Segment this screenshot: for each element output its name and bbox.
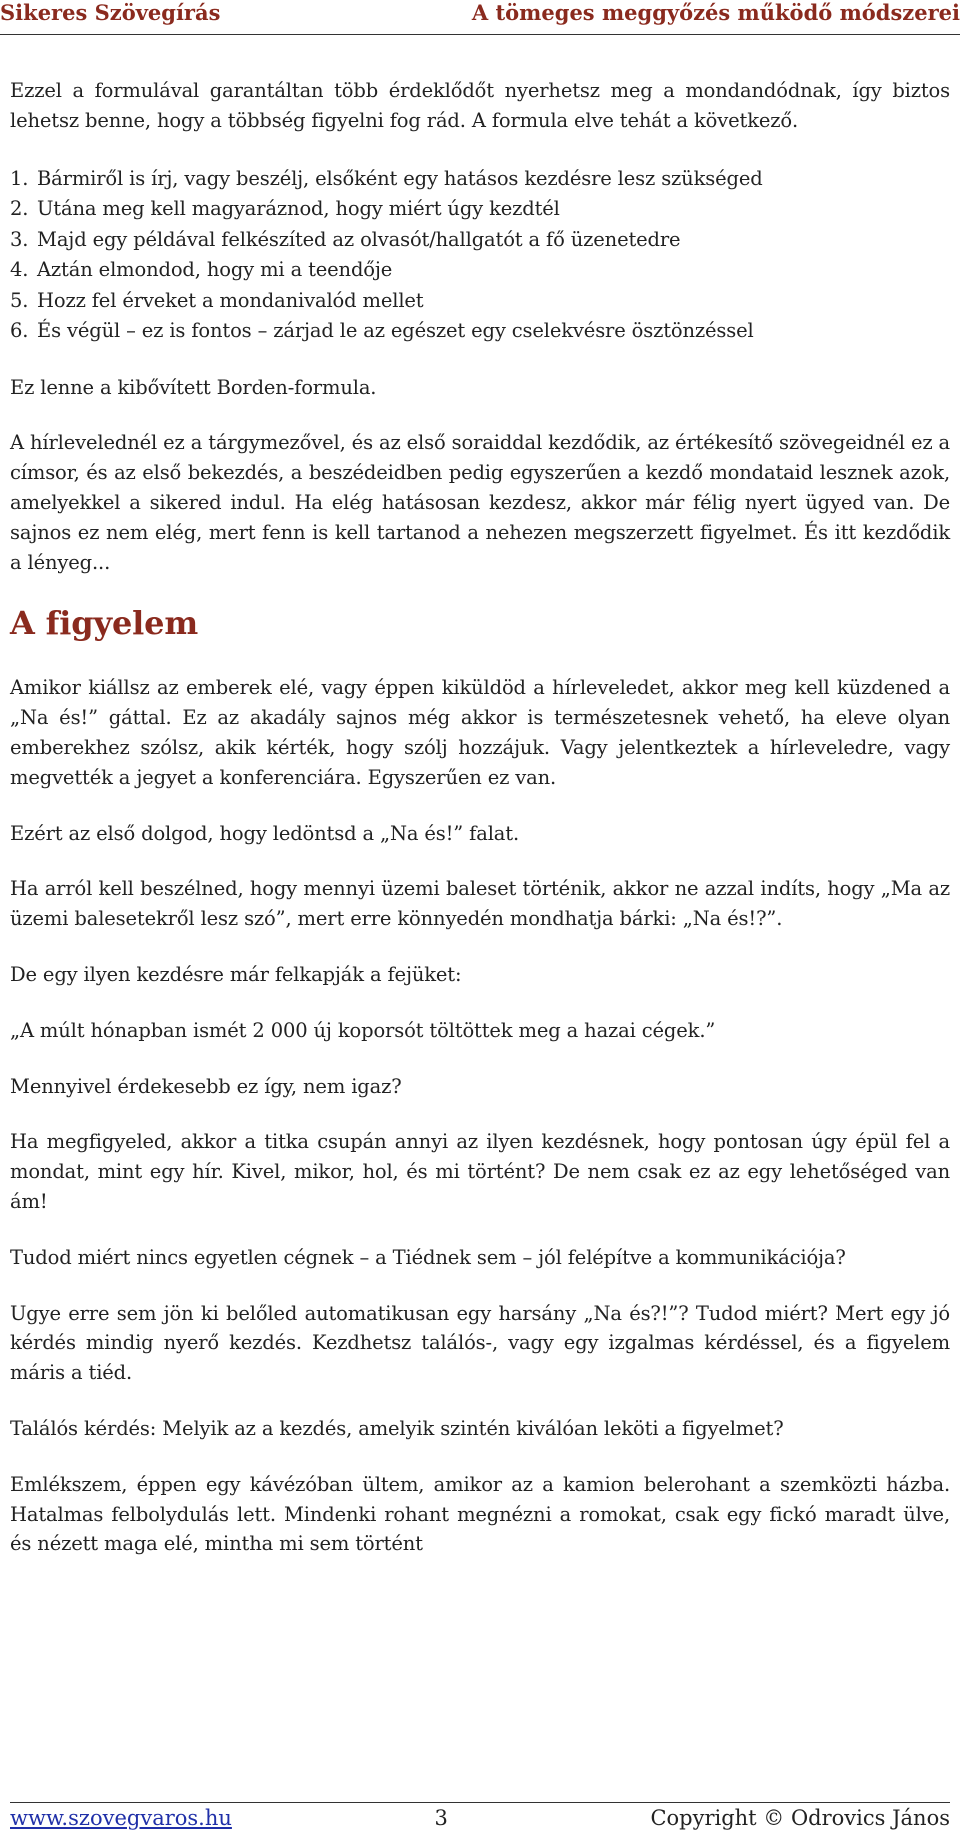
body-paragraph: De egy ilyen kezdésre már felkapják a fejüket: — [10, 962, 462, 986]
header-divider — [0, 34, 960, 35]
website-link[interactable]: www.szovegvaros.hu — [10, 1806, 232, 1830]
section-heading: A figyelem — [10, 604, 199, 643]
step-text: Majd egy példával felkészíted az olvasót/hallgatót a fő üzenetedre — [37, 227, 681, 251]
body-paragraph: Találós kérdés: Melyik az a kezdés, amelyik szintén kiválóan leköti a figyelmet? — [10, 1416, 784, 1440]
newsletter-paragraph: A hírlevelednél ez a tárgymezővel, és az első soraiddal kezdődik, az értékesítő szövegeidnél ez a címsor, és az első bekezdés, a beszédeidben pedig egyszerűen a kezdő mondataid lesznek azok, amelyekkel a sikered indul. Ha elég hatásosan kezdesz, akkor már félig nyert ügyed van. De sajnos ez nem elég, mert fenn is kell tartanod a nehezen megszerzett figyelmet. És itt kezdődik a lényeg... — [10, 431, 950, 574]
intro-paragraph: Ezzel a formulával garantáltan több érdeklődőt nyerhetsz meg a mondandódnak, így biztos lehetsz benne, hogy a többség figyelni fog rád. A formula elve tehát a következő. — [10, 79, 950, 132]
formula-steps-list — [10, 164, 950, 347]
list-item — [10, 194, 950, 225]
step-number: 4. — [10, 258, 29, 282]
step-number: 2. — [10, 197, 29, 221]
step-number: 3. — [10, 227, 29, 251]
step-text: Utána meg kell magyaráznod, hogy miért úgy kezdtél — [37, 197, 560, 221]
step-number: 6. — [10, 319, 29, 343]
list-item — [10, 164, 950, 195]
body-paragraph: Ugye erre sem jön ki belőled automatikusan egy harsány „Na és?!”? Tudod miért? Mert egy jó kérdés mindig nyerő kezdés. Kezdhetsz találós-, vagy egy izgalmas kérdéssel, és a figyelem máris a tiéd. — [10, 1301, 950, 1385]
copyright-notice: Copyright © Odrovics János — [650, 1806, 950, 1830]
body-paragraph: Ha arról kell beszélned, hogy mennyi üzemi baleset történik, akkor ne azzal indíts, hogy „Ma az üzemi balesetekről lesz szó”, mert erre könnyedén mondhatja bárki: „Na és!?”. — [10, 877, 950, 931]
formula-name-paragraph: Ez lenne a kibővített Borden-formula. — [10, 375, 377, 399]
list-item — [10, 286, 950, 317]
step-text: Aztán elmondod, hogy mi a teendője — [37, 258, 393, 282]
page-footer — [10, 1802, 950, 1833]
list-item — [10, 255, 950, 286]
page-header — [0, 0, 960, 34]
body-paragraph: Amikor kiállsz az emberek elé, vagy éppen kiküldöd a hírleveledet, akkor meg kell küzdened a „Na és!” gáttal. Ez az akadály sajnos még akkor is természetesnek vehető, ha eleve olyan emberekhez szólsz, akik kérték, hogy szólj hozzájuk. Vagy jelentkeztek a hírleveledre, vagy megvették a jegyet a konferenciára. Egyszerűen ez van. — [10, 676, 950, 789]
header-book-title: Sikeres Szövegírás — [0, 0, 221, 25]
header-chapter-title: A tömeges meggyőzés működő módszerei — [471, 0, 960, 25]
step-text: És végül – ez is fontos – zárjad le az egészet egy cselekvésre ösztönzéssel — [37, 319, 754, 343]
page-content — [10, 76, 950, 1559]
quote-paragraph: „A múlt hónapban ismét 2 000 új koporsót töltöttek meg a hazai cégek.” — [10, 1018, 716, 1042]
body-paragraph: Emlékszem, éppen egy kávézóban ültem, amikor az a kamion belerohant a szemközti házba. Hatalmas felbolydulás lett. Mindenki rohant megnézni a romokat, csak egy fickó maradt ülve, és nézett maga elé, mintha mi sem történt — [10, 1472, 950, 1556]
step-text: Bármiről is írj, vagy beszélj, elsőként egy hatásos kezdésre lesz szükséged — [37, 166, 763, 190]
body-paragraph: Mennyivel érdekesebb ez így, nem igaz? — [10, 1074, 402, 1098]
body-paragraph: Tudod miért nincs egyetlen cégnek – a Tiédnek sem – jól felépítve a kommunikációja? — [10, 1245, 846, 1269]
page-number: 3 — [434, 1806, 448, 1830]
step-number: 1. — [10, 166, 29, 190]
body-paragraph: Ezért az első dolgod, hogy ledöntsd a „Na és!” falat. — [10, 821, 520, 845]
list-item — [10, 316, 950, 347]
step-text: Hozz fel érveket a mondanivalód mellet — [37, 288, 424, 312]
list-item — [10, 225, 950, 256]
step-number: 5. — [10, 288, 29, 312]
body-paragraph: Ha megfigyeled, akkor a titka csupán annyi az ilyen kezdésnek, hogy pontosan úgy épül fel a mondat, mint egy hír. Kivel, mikor, hol, és mi történt? De nem csak ez az egy lehetőséged van ám! — [10, 1130, 950, 1213]
